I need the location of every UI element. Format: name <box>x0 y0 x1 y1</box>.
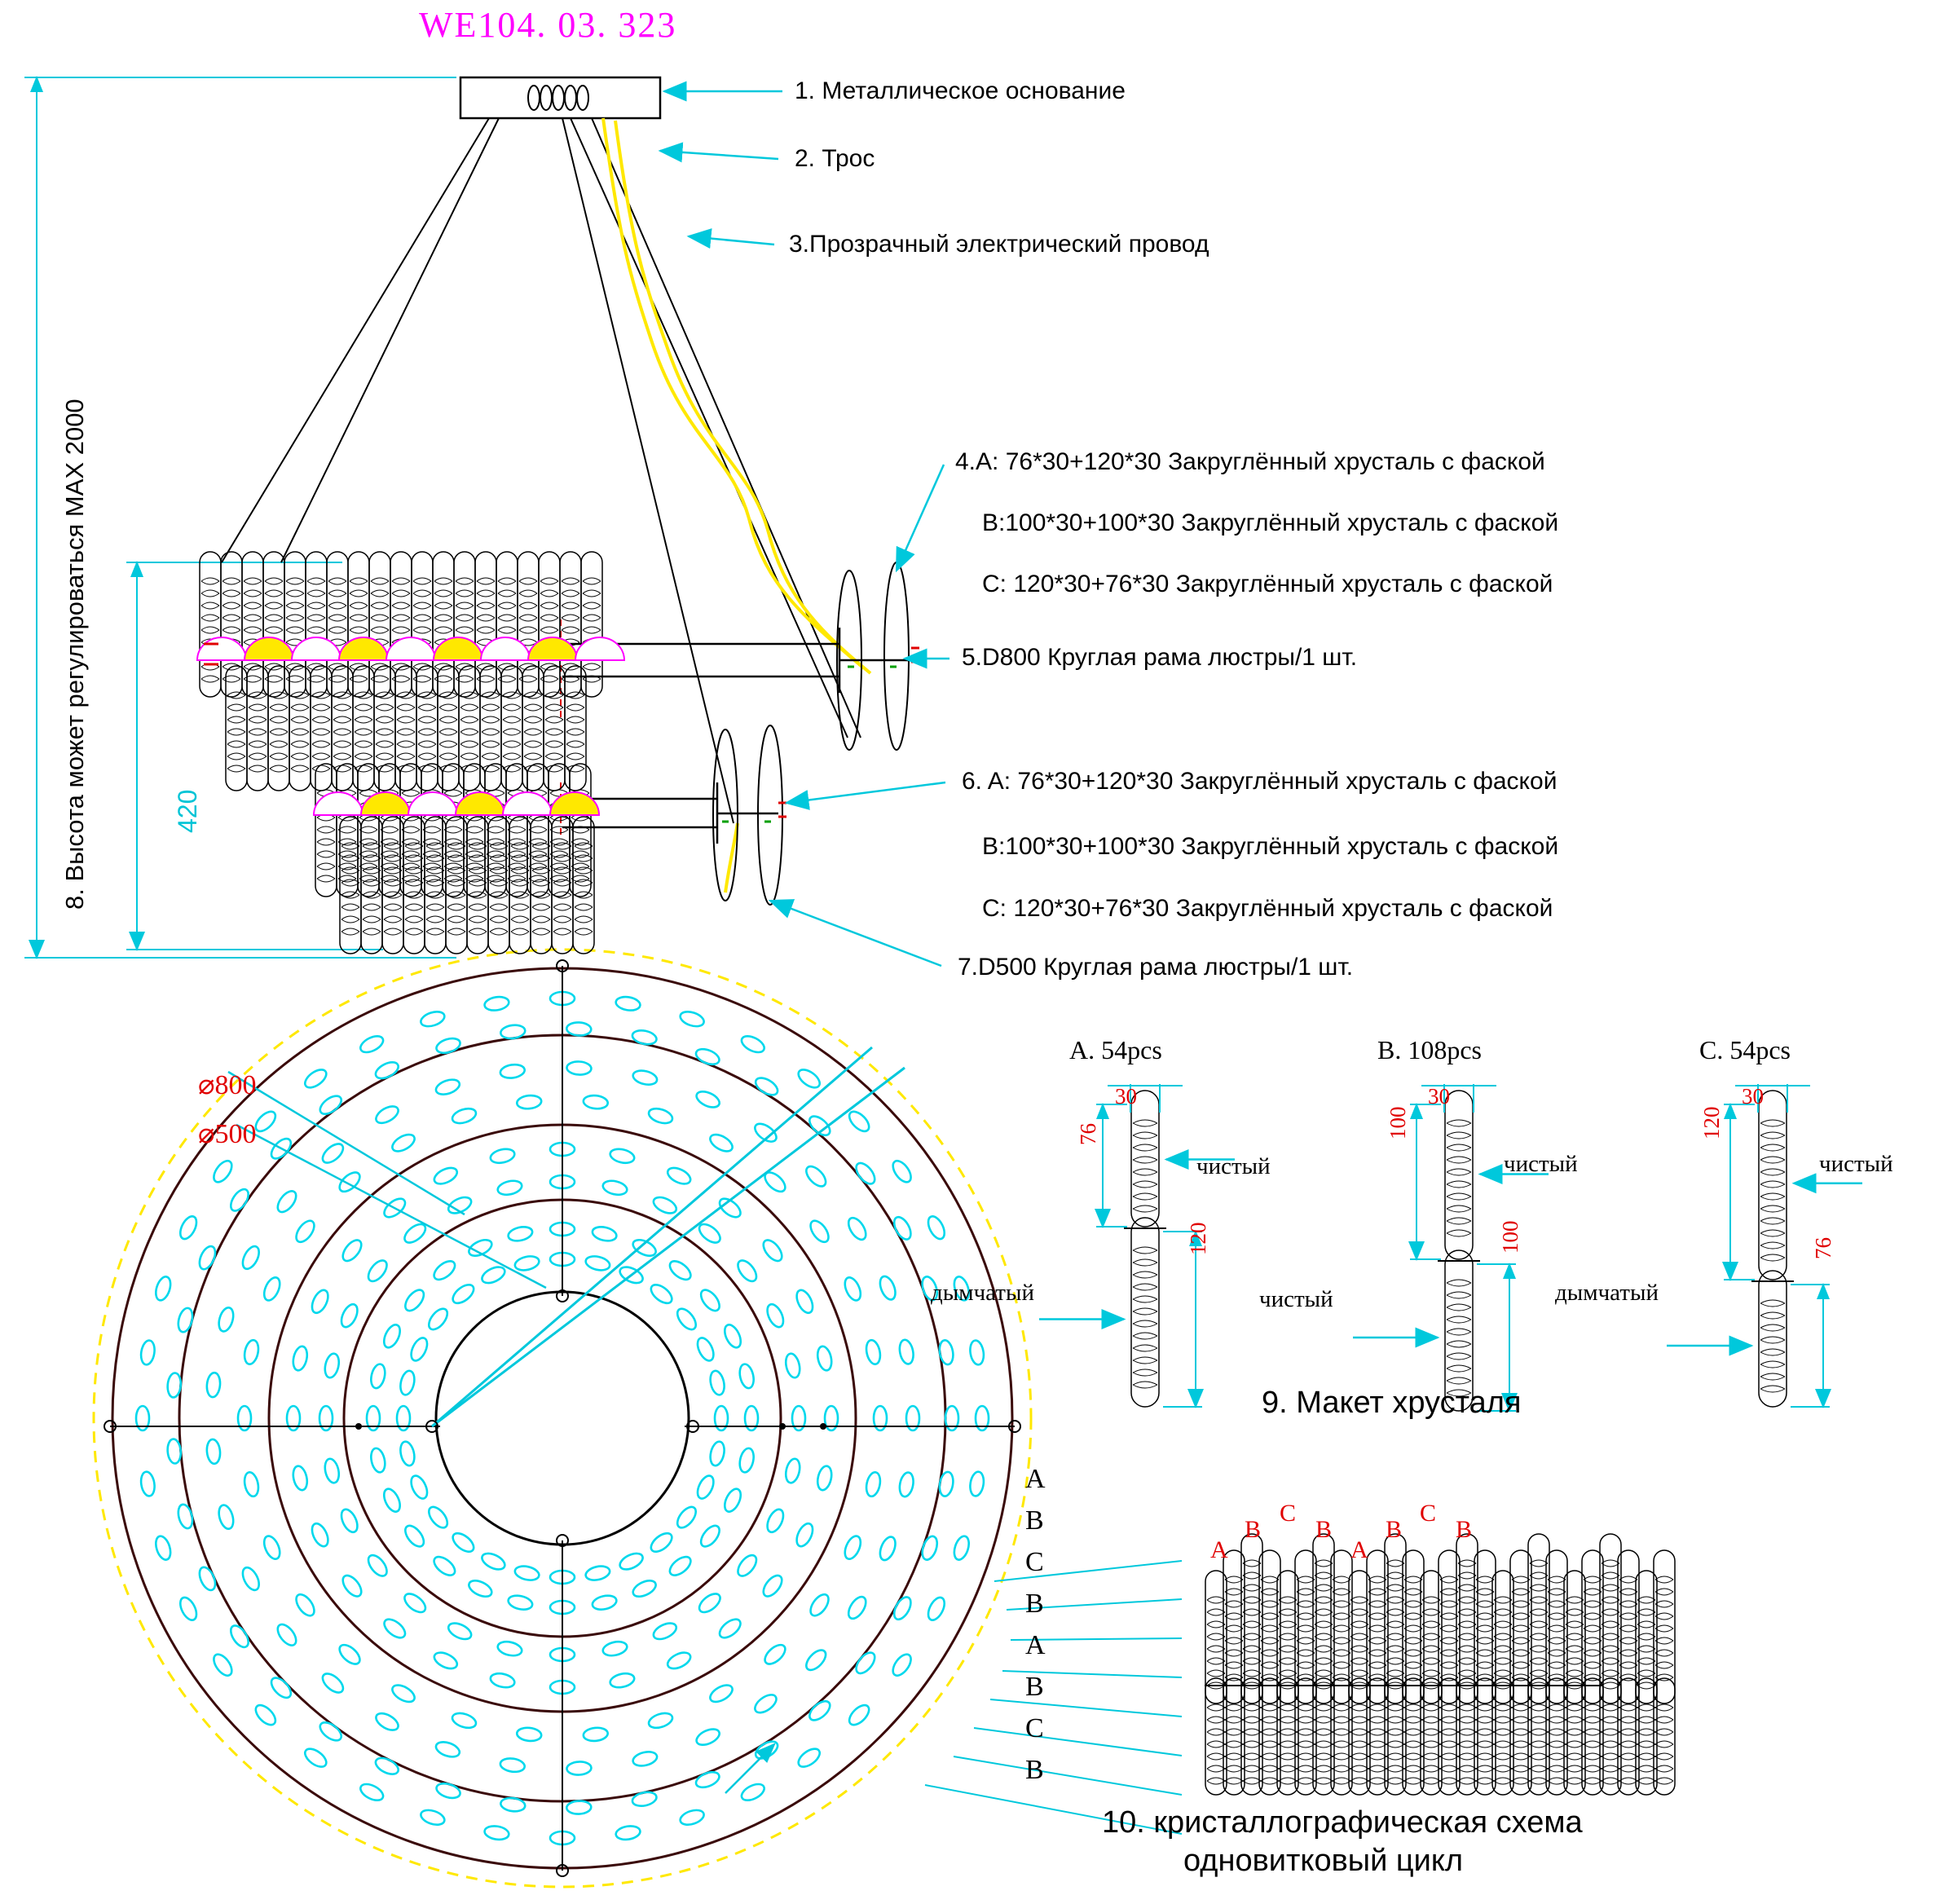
crystal-a-bottomlen: 120 <box>1186 1222 1210 1255</box>
callout-d800-frame: 5.D800 Круглая рама люстры/1 шт. <box>962 644 1358 671</box>
crystal-b-bottom-label: чистый <box>1259 1286 1333 1312</box>
cycle-letter-1: B <box>1245 1516 1262 1543</box>
callout-4b: B:100*30+100*30 Закруглённый хрусталь с фаской <box>982 509 1559 536</box>
callout-transparent-wire: 3.Прозрачный электрический провод <box>789 231 1209 258</box>
plan-diameter-500: ⌀500 <box>198 1119 257 1149</box>
ring-label-0: A <box>1025 1464 1046 1494</box>
cycle-caption-line2: одновитковый цикл <box>1183 1844 1464 1878</box>
page-title: WE104. 03. 323 <box>419 5 677 45</box>
crystal-b-width: 30 <box>1428 1084 1450 1108</box>
callout-6c: C: 120*30+76*30 Закруглённый хрусталь с фаской <box>982 895 1553 922</box>
ring-label-7: B <box>1025 1755 1044 1785</box>
crystal-c-toplen: 120 <box>1699 1106 1724 1139</box>
crystal-b-toplen: 100 <box>1386 1106 1410 1139</box>
cycle-letter-7: B <box>1456 1516 1473 1543</box>
callout-4c: C: 120*30+76*30 Закруглённый хрусталь с фаской <box>982 571 1553 597</box>
cycle-letter-3: B <box>1315 1516 1333 1543</box>
ring-label-3: B <box>1025 1589 1044 1619</box>
ring-label-1: B <box>1025 1505 1044 1536</box>
crystal-b-bottomlen: 100 <box>1498 1220 1522 1254</box>
crystal-b-header: B. 108pcs <box>1377 1035 1482 1064</box>
callout-4a: 4.A: 76*30+120*30 Закруглённый хрусталь с фаской <box>955 448 1545 475</box>
crystal-a-toplen: 76 <box>1076 1123 1100 1145</box>
callout-metal-base: 1. Металлическое основание <box>795 77 1126 104</box>
ring-label-2: C <box>1025 1547 1044 1577</box>
height-dimension-420: 420 <box>172 789 202 833</box>
crystal-c-bottomlen: 76 <box>1811 1237 1835 1259</box>
cycle-letter-4: A <box>1350 1536 1368 1563</box>
callout-cable: 2. Трос <box>795 145 875 172</box>
ring-label-5: B <box>1025 1672 1044 1702</box>
crystal-a-top-label: чистый <box>1196 1153 1271 1179</box>
cycle-letter-5: B <box>1386 1516 1403 1543</box>
height-adjust-text: 8. Высота может регулироваться MAX 2000 <box>60 398 90 910</box>
crystal-a-header: A. 54pcs <box>1069 1035 1162 1064</box>
ring-label-6: C <box>1025 1713 1044 1743</box>
crystal-b-top-label: чистый <box>1504 1151 1578 1177</box>
cycle-caption-line1: 10. кристаллографическая схема <box>1102 1805 1583 1840</box>
crystal-a-width: 30 <box>1115 1084 1137 1108</box>
callout-6b: B:100*30+100*30 Закруглённый хрусталь с фаской <box>982 833 1559 860</box>
cycle-letter-0: A <box>1210 1536 1228 1563</box>
crystal-a-bottom-label: дымчатый <box>931 1280 1034 1306</box>
crystal-c-bottom-label: дымчатый <box>1555 1280 1659 1306</box>
crystal-section-caption: 9. Макет хрусталя <box>1262 1386 1522 1420</box>
crystal-c-top-label: чистый <box>1819 1151 1893 1177</box>
cycle-letter-6: C <box>1420 1500 1437 1527</box>
cycle-letter-2: C <box>1280 1500 1297 1527</box>
callout-6a: 6. A: 76*30+120*30 Закруглённый хрусталь с фаской <box>962 768 1557 795</box>
ring-label-4: A <box>1025 1630 1046 1660</box>
plan-diameter-800: ⌀800 <box>198 1070 257 1100</box>
callout-d500-frame: 7.D500 Круглая рама люстры/1 шт. <box>958 954 1354 981</box>
crystal-c-header: C. 54pcs <box>1699 1035 1791 1064</box>
crystal-c-width: 30 <box>1742 1084 1764 1108</box>
